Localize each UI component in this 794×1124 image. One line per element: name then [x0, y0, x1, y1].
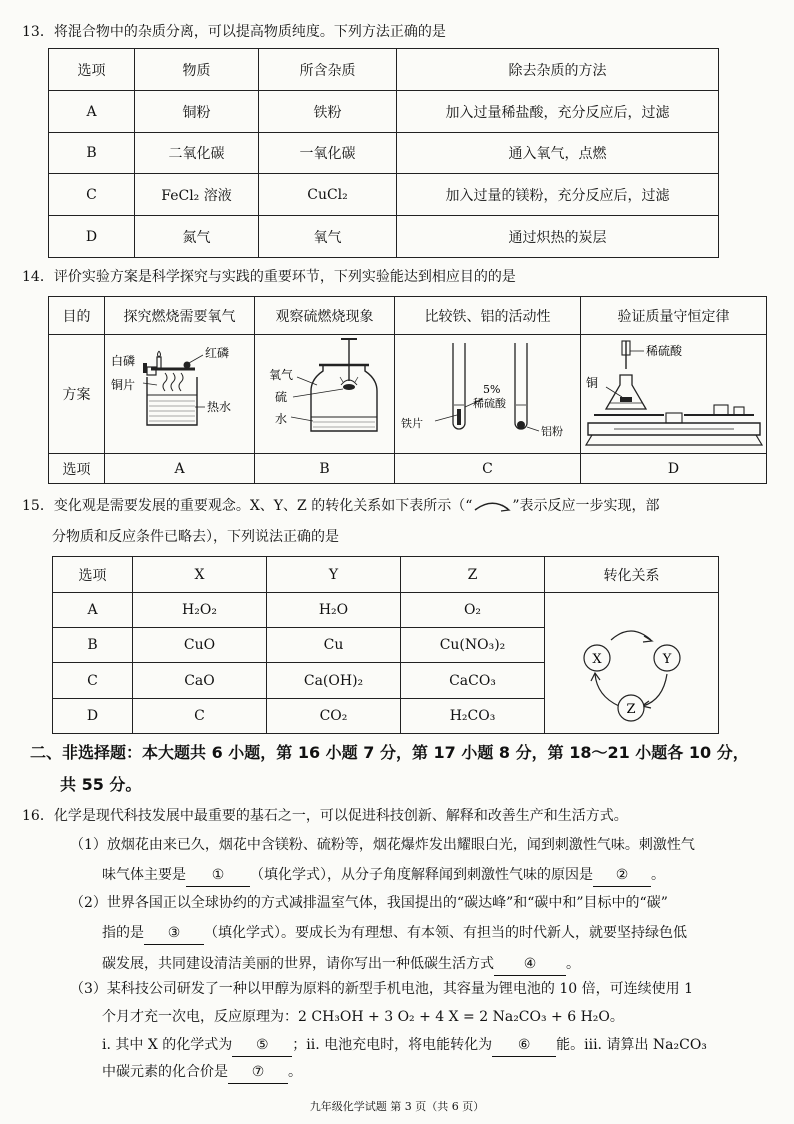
diagram-label: 稀硫酸 [645, 344, 682, 358]
plan-row [49, 335, 767, 454]
q15-table [52, 556, 719, 734]
q16-part3 [70, 978, 707, 1084]
table-cell: 通入氧气，点燃 [397, 133, 719, 174]
text-run: 指的是 [102, 925, 144, 941]
table-cell: 一氧化碳 [259, 133, 397, 174]
table-cell: B [49, 133, 135, 174]
mass-conservation-diagram [584, 335, 764, 449]
diagram-label: 氧气 [268, 368, 293, 382]
purpose-row [49, 297, 767, 335]
table-cell: 氮气 [135, 216, 259, 258]
xyz-cycle-diagram [547, 596, 717, 726]
text-run: 能。iii. 请算出 Na₂CO₃ [556, 1037, 707, 1053]
burning-sulfur [343, 384, 355, 390]
header-cell: 除去杂质的方法 [397, 49, 719, 91]
header-cell: 物质 [135, 49, 259, 91]
diagram-cell-b [255, 335, 395, 454]
header-cell: 选项 [53, 557, 133, 593]
q16-p1-line2 [70, 864, 695, 887]
answer-blank-7[interactable]: ⑦ [228, 1061, 288, 1084]
phosphorus-combustion-diagram [107, 335, 253, 449]
diagram-label: 稀硫酸 [472, 397, 506, 410]
text-run: 。 [566, 956, 580, 972]
table-row [49, 133, 719, 174]
table-cell: CaCO₃ [401, 663, 545, 699]
sulfur-combustion-diagram [257, 335, 393, 449]
table-cell: O₂ [401, 593, 545, 628]
table-cell: 铁粉 [259, 91, 397, 133]
option-row [49, 454, 767, 484]
option-cell: C [395, 454, 581, 484]
gas-bottle [311, 365, 377, 431]
q15-stem-line2: 分物质和反应条件已略去），下列说法正确的是 [52, 529, 339, 545]
table-header-row [49, 49, 719, 91]
option-cell: D [581, 454, 767, 484]
diagram-cell-c [395, 335, 581, 454]
header-cell: Z [401, 557, 545, 593]
q16-p2-line1: （2）世界各国正以全球协约的方式减排温室气体，我国提出的“碳达峰”和“碳中和”目标中的“碳” [70, 895, 668, 911]
table-cell: 加入过量稀盐酸，充分反应后，过滤 [397, 91, 719, 133]
table-cell: 铜粉 [135, 91, 259, 133]
table-cell: D [49, 216, 135, 258]
arrow-x-to-y [611, 631, 651, 640]
diagram-label: 铜 [585, 376, 598, 390]
table-row [49, 216, 719, 258]
q13-stem: 13．将混合物中的杂质分离，可以提高物质纯度。下列方法正确的是 [22, 24, 446, 40]
row-label: 方案 [49, 335, 105, 454]
header-cell: 所含杂质 [259, 49, 397, 91]
row-label: 选项 [49, 454, 105, 484]
text-run: 中碳元素的化合价是 [102, 1064, 228, 1080]
diagram-label: 5% [482, 383, 500, 396]
answer-blank-5[interactable]: ⑤ [232, 1034, 292, 1057]
q15-stem-part1: 15．变化观是需要发展的重要观念。X、Y、Z 的转化关系如下表所示（“ [22, 498, 473, 514]
answer-blank-4[interactable]: ④ [494, 953, 566, 976]
table-cell: Cu [267, 628, 401, 663]
answer-blank-3[interactable]: ③ [144, 922, 204, 945]
arrow-y-to-z [643, 674, 667, 706]
option-cell: A [105, 454, 255, 484]
node-label: Y [662, 652, 671, 667]
answer-blank-2[interactable]: ② [593, 864, 651, 887]
text-run: ；ii. 电池充电时，将电能转化为 [292, 1037, 493, 1053]
table-cell: H₂O₂ [133, 593, 267, 628]
header-cell: Y [267, 557, 401, 593]
purpose-cell: 验证质量守恒定律 [581, 297, 767, 335]
iron-strip [457, 409, 461, 425]
diagram-label: 水 [274, 412, 287, 426]
header-cell: 选项 [49, 49, 135, 91]
q16-p3-line2: 个月才充一次电，反应原理为：2 CH₃OH + 3 O₂ + 4 X = 2 Na₂CO₃ + 6 H₂O。 [102, 1009, 624, 1025]
table-cell: H₂CO₃ [401, 699, 545, 734]
diagram-label: 铁片 [400, 417, 423, 430]
metal-activity-diagram [397, 335, 579, 449]
diagram-label: 铝粉 [540, 425, 563, 438]
q16-p3-line4 [70, 1061, 707, 1084]
conical-flask [606, 375, 646, 409]
table-row [49, 174, 719, 216]
table-cell: D [53, 699, 133, 734]
q15-stem [22, 496, 660, 516]
header-cell: 转化关系 [545, 557, 719, 593]
table-cell: A [53, 593, 133, 628]
table-cell: FeCl₂ 溶液 [135, 174, 259, 216]
table-cell: C [53, 663, 133, 699]
table-row [53, 593, 719, 628]
page-footer: 九年级化学试题 第 3 页（共 6 页） [309, 1100, 485, 1113]
table-cell: 二氧化碳 [135, 133, 259, 174]
white-phosphorus [157, 357, 161, 369]
table-cell: C [133, 699, 267, 734]
diagram-label: 白磷 [110, 354, 135, 368]
q16-p2-line3 [70, 953, 687, 976]
arrow-curve-icon [472, 499, 512, 513]
node-label: Z [625, 702, 636, 717]
text-run: 。 [288, 1064, 302, 1080]
table-cell: H₂O [267, 593, 401, 628]
purpose-cell: 观察硫燃烧现象 [255, 297, 395, 335]
table-cell: CaO [133, 663, 267, 699]
relation-diagram-cell [545, 593, 719, 734]
purpose-cell: 比较铁、铝的活动性 [395, 297, 581, 335]
table-cell: A [49, 91, 135, 133]
header-cell: X [133, 557, 267, 593]
diagram-label: 红磷 [204, 346, 229, 360]
answer-blank-6[interactable]: ⑥ [492, 1034, 556, 1057]
node-label: X [591, 652, 602, 667]
diagram-label: 铜片 [110, 378, 135, 392]
table-cell: 氧气 [259, 216, 397, 258]
q16-stem: 16．化学是现代科技发展中最重要的基石之一，可以促进科技创新、解释和改善生产和生活方式。 [22, 808, 628, 824]
section2-heading [30, 740, 749, 798]
text-run: i. 其中 X 的化学式为 [102, 1037, 233, 1053]
q14-stem: 14．评价实验方案是科学探究与实践的重要环节，下列实验能达到相应目的的是 [22, 269, 516, 285]
text-run: 碳发展，共同建设清洁美丽的世界，请你写出一种低碳生活方式 [102, 956, 494, 972]
weights [714, 405, 728, 415]
text-run: （填化学式），从分子角度解释闻到刺激性气味的原因是 [250, 867, 593, 883]
row-label: 目的 [49, 297, 105, 335]
table-cell: CuCl₂ [259, 174, 397, 216]
diagram-label: 热水 [206, 400, 231, 414]
diagram-cell-d [581, 335, 767, 454]
table-cell: CO₂ [267, 699, 401, 734]
q13-table [48, 48, 719, 258]
aluminum-powder [517, 421, 525, 429]
q16-p1-line1: （1）放烟花由来已久，烟花中含镁粉、硫粉等，烟花爆炸发出耀眼白光，闻到刺激性气味。刺激性气 [70, 837, 695, 853]
option-cell: B [255, 454, 395, 484]
table-cell: CuO [133, 628, 267, 663]
table-cell: B [53, 628, 133, 663]
text-run: 味气体主要是 [102, 867, 186, 883]
purpose-cell: 探究燃烧需要氧气 [105, 297, 255, 335]
diagram-cell-a [105, 335, 255, 454]
q15-stem-part2: ”表示反应一步实现，部 [512, 498, 660, 514]
test-tube-right [515, 343, 527, 429]
q16-p3-line3 [70, 1034, 707, 1057]
table-cell: C [49, 174, 135, 216]
q16-p3-line1: （3）某科技公司研发了一种以甲醇为原料的新型手机电池，其容量为锂电池的 10 倍，可连续使用 1 [70, 981, 693, 997]
table-row [49, 91, 719, 133]
q16-part1 [70, 834, 695, 887]
table-cell: Ca(OH)₂ [267, 663, 401, 699]
section2-line1: 二、非选择题：本大题共 6 小题，第 16 小题 7 分，第 17 小题 8 分，第 18～21 小题各 10 分， [30, 743, 749, 762]
answer-blank-1[interactable]: ① [186, 864, 250, 887]
diagram-label: 硫 [274, 390, 287, 404]
table-cell: Cu(NO₃)₂ [401, 628, 545, 663]
q16-p2-line2 [70, 922, 687, 945]
section2-line2: 共 55 分。 [60, 775, 142, 794]
table-cell: 通过炽热的炭层 [397, 216, 719, 258]
table-header-row [53, 557, 719, 593]
text-run: 。 [651, 867, 665, 883]
q16-part2 [70, 892, 687, 976]
table-cell: 加入过量的镁粉，充分反应后，过滤 [397, 174, 719, 216]
q14-table [48, 296, 767, 484]
text-run: （填化学式）。要成长为有理想、有本领、有担当的时代新人，就要坚持绿色低 [204, 925, 687, 941]
